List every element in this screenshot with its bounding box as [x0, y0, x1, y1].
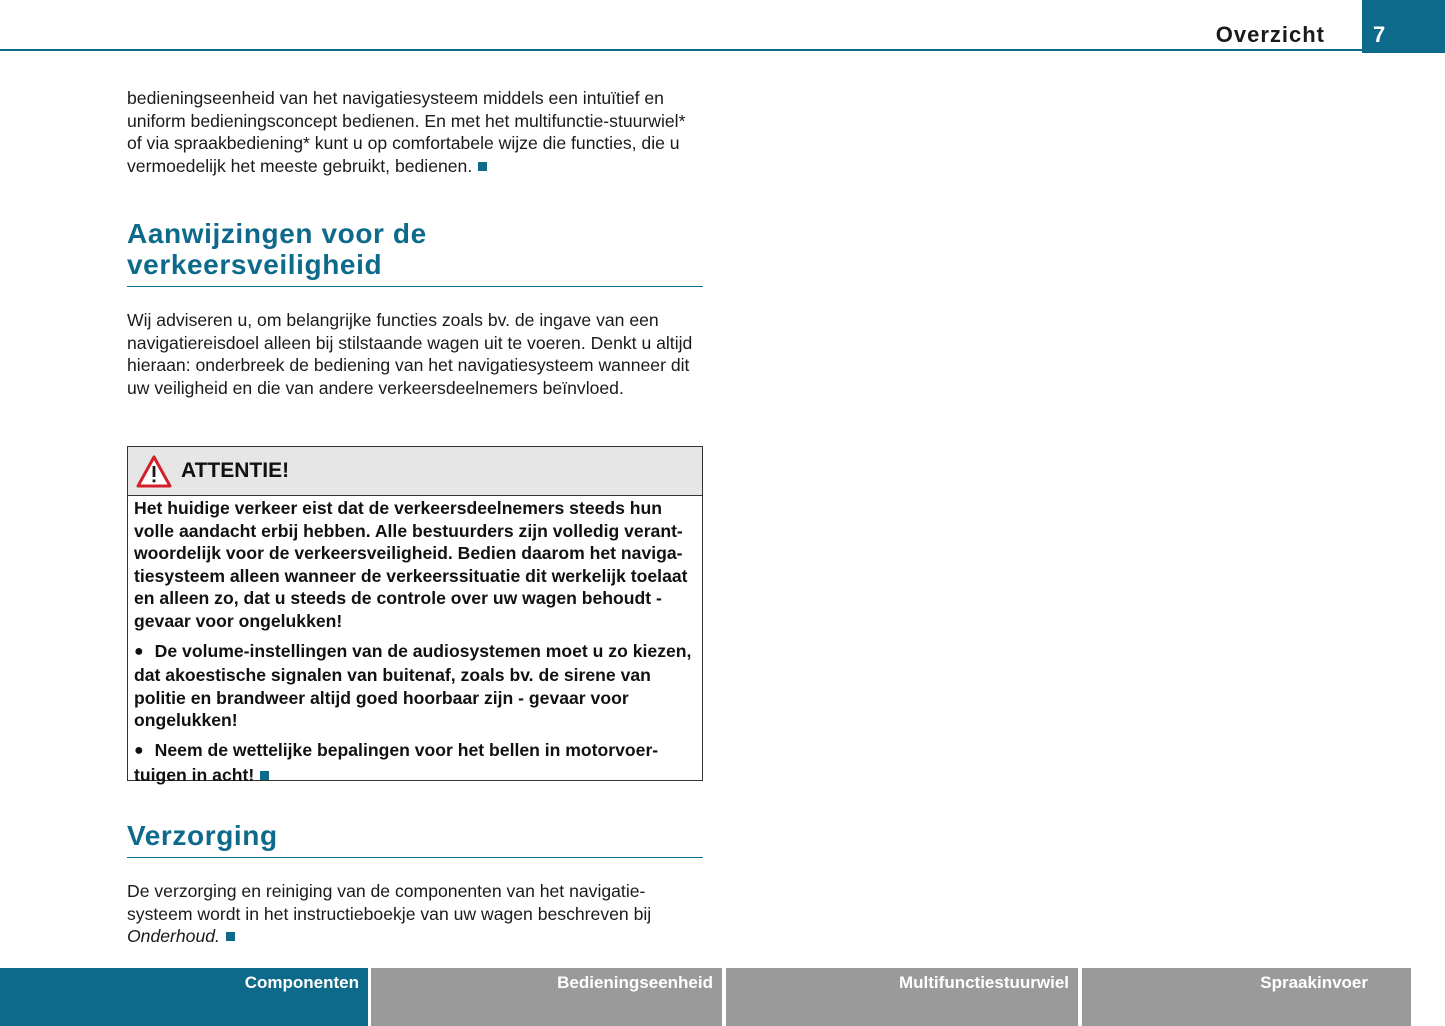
end-marker-icon — [478, 162, 487, 171]
intro-paragraph: bedieningseenheid van het navigatiesysteem middels een intuïtief en uniform bedieningsconcept bedienen. En met het multifunctie-stuurwiel* of via spraakbediening* kunt u op comfortabele wijze die functies, die u vermoedelijk het meeste gebruikt, bedienen. — [127, 88, 686, 176]
tab-spraakinvoer[interactable]: Spraakinvoer — [1082, 968, 1411, 1026]
end-marker-icon — [260, 771, 269, 780]
running-header: Overzicht — [1215, 22, 1325, 47]
care-reference: Onderhoud. — [127, 926, 220, 947]
section-heading-care: Verzorging — [127, 820, 703, 858]
traffic-safety-text-block — [127, 309, 703, 399]
bullet-icon: ● — [134, 741, 144, 759]
footer-tab-bar — [0, 968, 1445, 1026]
warning-bullet: ● Neem de wettelijke bepalingen voor het bellen in motorvoer-tuigen in acht! — [134, 739, 659, 785]
care-paragraph: De verzorging en reiniging van de componenten van het navigatie-systeem wordt in het instructieboekje van uw wagen beschreven bij Onderhoud. — [127, 881, 652, 947]
traffic-safety-paragraph: Wij adviseren u, om belangrijke functies zoals bv. de ingave van een navigatiereisdoel alleen bij stilstaande wagen uit te voeren. Denkt u altijd hieraan: onderbreek de bediening van het navigatiesysteem wanneer dit uw veiligheid en die van andere verkeersdeelnemers beïnvloed. — [127, 310, 693, 398]
warning-body — [128, 496, 702, 786]
tab-multifunctiestuurwiel[interactable]: Multifunctiestuurwiel — [726, 968, 1078, 1026]
bullet-icon: ● — [134, 642, 144, 660]
page-number: 7 — [1362, 0, 1445, 53]
warning-box — [127, 446, 703, 785]
header-rule — [0, 49, 1362, 51]
warning-title: ATTENTIE! — [181, 459, 290, 482]
care-text-block — [127, 880, 703, 948]
section-heading-traffic-safety: Aanwijzingen voor de verkeersveiligheid — [127, 218, 703, 287]
tab-componenten[interactable]: Componenten — [0, 968, 368, 1026]
warning-paragraph: Het huidige verkeer eist dat de verkeersdeelnemers steeds hun volle aandacht erbij hebben. Alle bestuurders zijn volledig verant-woordelijk voor de verkeersveiligheid. Bedien daarom het naviga-tiesysteem alleen wanneer de verkeerssituatie dit werkelijk toelaat en alleen zo, dat u steeds de controle over uw wagen behoudt - gevaar voor ongelukken! — [134, 498, 688, 631]
warning-header — [128, 447, 702, 496]
warning-bullet: ● De volume-instellingen van de audiosystemen moet u zo kiezen, dat akoestische signalen van buitenaf, zoals bv. de sirene van politie en brandweer altijd goed hoorbaar zijn - gevaar voor ongelukken! — [134, 640, 692, 731]
intro-block — [127, 87, 703, 177]
end-marker-icon — [226, 932, 235, 941]
tab-bedieningseenheid[interactable]: Bedieningseenheid — [371, 968, 722, 1026]
warning-triangle-icon — [135, 454, 173, 489]
traffic-safety-heading-block — [127, 218, 703, 287]
care-heading-block — [127, 820, 703, 858]
